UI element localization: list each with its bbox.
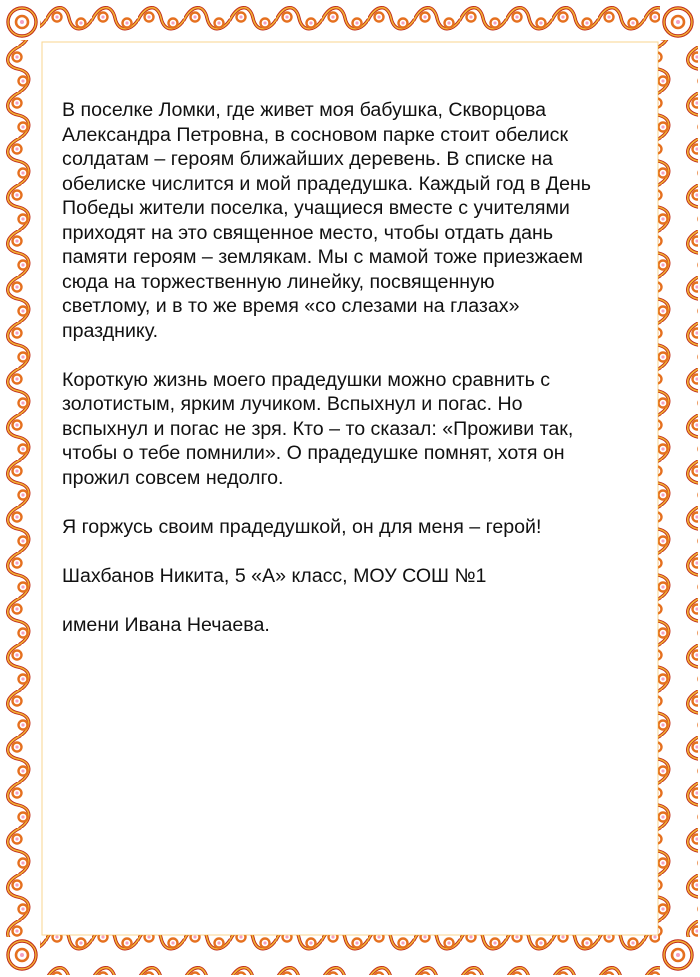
- text-line: Шахбанов Никита, 5 «А» класс, МОУ СОШ №1: [62, 564, 487, 587]
- document-body: [62, 98, 652, 662]
- text-line: прожил совсем недолго.: [62, 466, 284, 489]
- text-line: Победы жители поселка, учащиеся вместе с учителями: [62, 197, 570, 219]
- text-line: чтобы о тебе помнили». О прадедушке помнят, хотя он: [62, 442, 565, 464]
- text-line: обелиске числится и мой прадедушка. Каждый год в День: [62, 172, 592, 195]
- paragraph-life: [62, 368, 652, 491]
- text-line: светлому, и в то же время «со слезами на глазах»: [62, 295, 520, 317]
- text-line: имени Ивана Нечаева.: [62, 613, 270, 636]
- text-line: приходят на это священное место, чтобы отдать дань: [62, 221, 554, 244]
- paragraph-obelisk: [62, 98, 652, 343]
- text-line: Александра Петровна, в сосновом парке стоит обелиск: [62, 123, 569, 146]
- text-line: празднику.: [62, 319, 159, 342]
- text-line: сюда на торжественную линейку, посвященную: [62, 270, 495, 293]
- text-line: Короткую жизнь моего прадедушки можно сравнить с: [62, 368, 551, 391]
- text-line: памяти героям – землякам. Мы с мамой тоже приезжаем: [62, 246, 584, 268]
- text-line: В поселке Ломки, где живет моя бабушка, Скворцова: [62, 99, 547, 121]
- text-line: солдатам – героям ближайших деревень. В списке на: [62, 148, 553, 170]
- author-line: [62, 564, 652, 589]
- text-line: Я горжусь своим прадедушкой, он для меня – герой!: [62, 515, 542, 538]
- paragraph-pride: [62, 515, 652, 540]
- text-line: золотистым, ярким лучиком. Вспыхнул и погас. Но: [62, 393, 523, 415]
- school-name-line: [62, 613, 652, 638]
- text-line: вспыхнул и погас не зря. Кто – то сказал: «Проживи так,: [62, 417, 574, 440]
